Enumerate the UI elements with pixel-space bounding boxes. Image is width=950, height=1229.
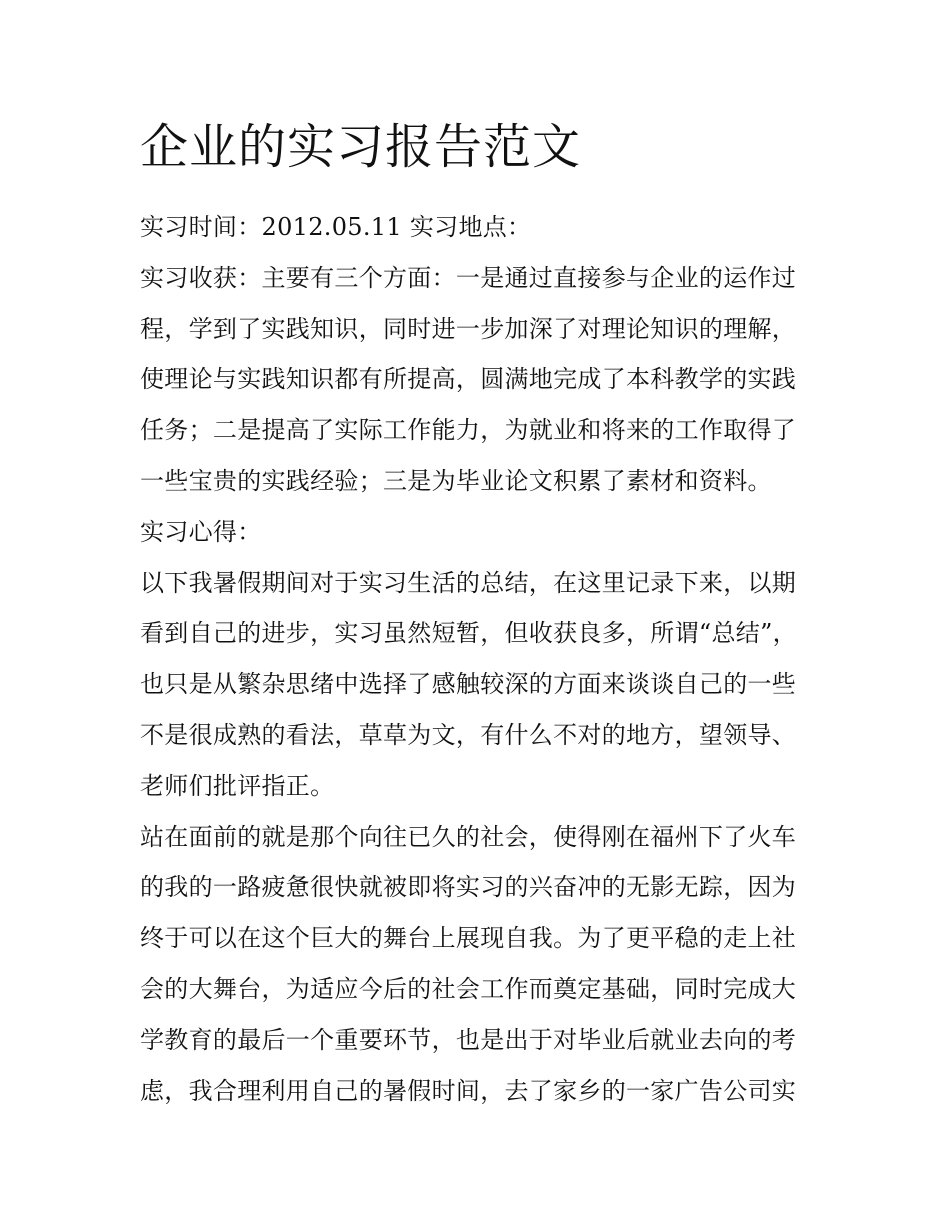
document-page	[140, 112, 814, 1116]
text-line: 虑，我合理利用自己的暑假时间，去了家乡的一家广告公司实	[140, 1076, 797, 1105]
text-line: 会的大舞台，为适应今后的社会工作而奠定基础，同时完成大	[140, 974, 797, 1003]
text-line: 学教育的最后一个重要环节，也是出于对毕业后就业去向的考	[140, 1025, 797, 1054]
text-line: 也只是从繁杂思绪中选择了感触较深的方面来谈谈自己的一些	[140, 670, 797, 699]
document-body	[140, 202, 814, 1116]
text-line: 以下我暑假期间对于实习生活的总结，在这里记录下来，以期	[140, 568, 797, 597]
text-line: 实习收获：主要有三个方面：一是通过直接参与企业的运作过	[140, 263, 797, 292]
text-line: 终于可以在这个巨大的舞台上展现自我。为了更平稳的走上社	[140, 924, 797, 953]
text-line: 程，学到了实践知识，同时进一步加深了对理论知识的理解，	[140, 314, 797, 343]
text-line: 的我的一路疲惫很快就被即将实习的兴奋冲的无影无踪，因为	[140, 873, 797, 902]
text-line: 一些宝贵的实践经验；三是为毕业论文积累了素材和资料。	[140, 466, 772, 495]
document-title: 企业的实习报告范文	[140, 119, 582, 175]
text-line: 看到自己的进步，实习虽然短暂，但收获良多，所谓“总结”，	[140, 619, 797, 648]
text-line: 不是很成熟的看法，草草为文，有什么不对的地方，望领导、	[140, 720, 797, 749]
text-line: 站在面前的就是那个向往已久的社会，使得刚在福州下了火车	[140, 822, 797, 851]
text-line: 实习时间：2012.05.11 实习地点：	[140, 213, 532, 241]
text-line: 实习心得：	[140, 517, 262, 546]
text-line: 老师们批评指正。	[140, 771, 335, 800]
text-line: 使理论与实践知识都有所提高，圆满地完成了本科教学的实践	[140, 365, 797, 394]
text-line: 任务；二是提高了实际工作能力，为就业和将来的工作取得了	[140, 416, 797, 445]
